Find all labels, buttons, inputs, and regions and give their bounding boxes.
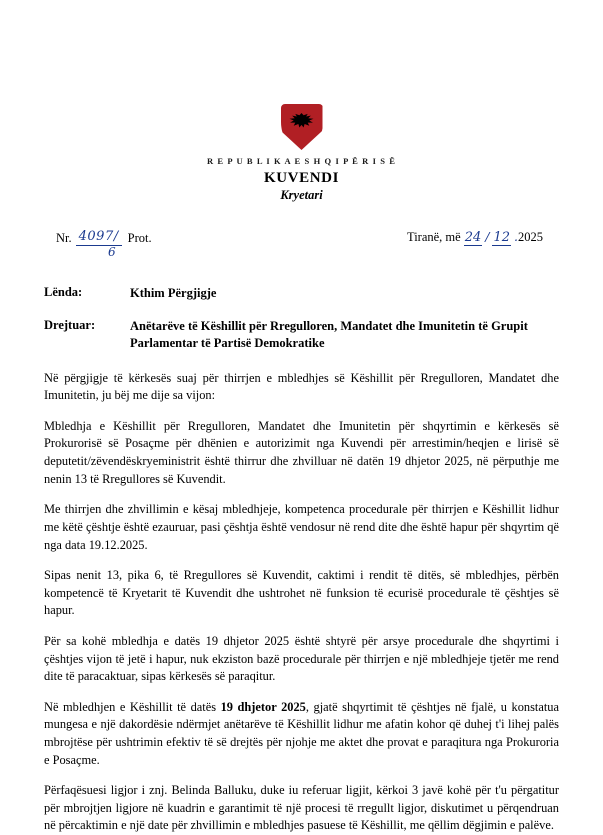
date-separator-1: / [485,229,490,244]
nr-value: 4097/ [78,229,119,244]
body-paragraph: Mbledhja e Këshillit për Rregulloren, Mandatet dhe Imunitetin për shqyrtimin e kërkesës së Prokurorisë së Posaçme për dhënien e autorizimit nga Kuvendi për arrestimin/heqjen e lirisë së deputetit/zëvendëskryeministrit është thirrur dhe zhvilluar në datën 19 dhjetor 2025, në përputhje me nenin 13 të Rregullores së Kuvendit. [44,418,559,486]
protocol-number-block [56,229,152,259]
body-paragraph: Në mbledhjen e Këshillit të datës 19 dhjetor 2025, gjatë shqyrtimit të çështjes në fjalë, u konstatua mungesa e një dakordësie ndërmjet anëtarëve të Këshillit lidhur me afatin kohor që duhej t'i lihej palës mbrojtëse për ushtrimin efektiv të së drejtës për njohje me aktet dhe provat e paraqitura nga Prokuroria e Posaçme. [44,699,559,767]
body-paragraph: Për sa kohë mbledhja e datës 19 dhjetor 2025 është shtyrë për arsye procedurale dhe shqyrtimi i çështjes vijon të jetë i hapur, nuk ekziston bazë procedurale për thirrjen e një mbledhjeje tjetër me rend dite të paracaktuar, sipas kërkesës së paraqitur. [44,633,559,684]
recipient-label: Drejtuar: [44,317,96,332]
prot-label: Prot. [127,231,152,245]
body-paragraph: Me thirrjen dhe zhvillimin e kësaj mbledhjeje, kompetenca procedurale për thirrjen e Këshillit lidhur me këtë çështje është ezauruar, pasi çështja është vendosur në rend dite dhe është hapur për shqyrtim që nga data 19.12.2025. [44,502,559,552]
albania-coat-of-arms-icon [281,104,323,150]
emblem-container [44,0,559,150]
date-dot: . [514,229,518,244]
protocol-date-row [44,229,559,263]
body-paragraph: Sipas nenit 13, pika 6, të Rregullores së Kuvendit, caktimi i rendit të ditës, së mbledhjes, përbën kompetencë të Kryetarit të Kuvendit dhe ushtrohet në funksion të ecurisë procedurale të çështjes së hapur. [44,568,559,618]
recipient-value: Anëtarëve të Këshillit për Rregulloren, Mandatet dhe Imunitetin të Grupit Parlamentar të Partisë Demokratike [130,318,528,350]
institution-title: KUVENDI [263,170,340,186]
role-subtitle: Kryetari [280,188,323,202]
recipient-row [44,318,559,352]
shield-shape [281,104,323,150]
date-month: 12 [493,230,511,245]
nr-value-group [76,229,122,259]
republic-line: R E P U B L I K A E S H Q I P Ë R I S Ë [206,156,397,166]
subject-label: Lënda: [44,285,83,299]
subject-value: Kthim Përgjigje [130,286,217,300]
subject-row [44,285,559,302]
place-label: Tiranë, më [407,230,461,244]
date-day: 24 [464,230,482,245]
nr-label: Nr. [56,231,72,245]
body-paragraph: Në përgjigje të kërkesës suaj për thirrjen e mbledhjes së Këshillit për Rregulloren, Mandatet dhe Imunitetin, ju bëj me dije sa vijon: [44,370,559,403]
date-block [407,229,543,246]
nr-sub-value: 6 [107,245,116,259]
body-paragraph: Përfaqësuesi ligjor i znj. Belinda Balluku, duke iu referuar ligjit, kërkoi 3 javë kohë për t'u përgatitur për mbrojtjen ligjore në kuadrin e garantimit të një procesi të rregullt ligjor, diskutimet u përqendruan në përcaktimin e një date për zhvillimin e mbledhjes pasuese të Këshillit, me qëllim dëgjimin e palëve. [44,783,559,833]
date-year: 2025 [518,230,543,244]
letter-body [44,370,559,835]
